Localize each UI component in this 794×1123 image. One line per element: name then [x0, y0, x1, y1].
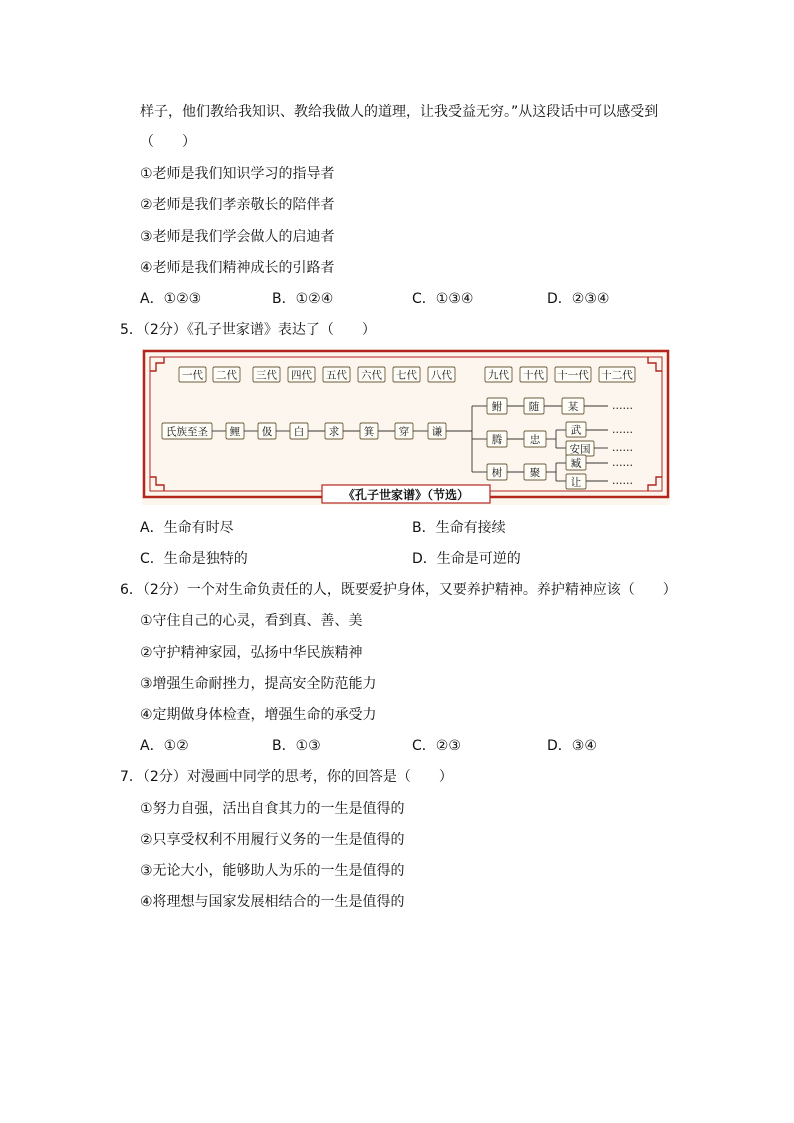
q5-option-d[interactable]: D．生命是可逆的 — [412, 551, 521, 567]
q4-item-1: ①老师是我们知识学习的指导者 — [140, 166, 335, 182]
generation-label-5 — [323, 367, 350, 382]
svg-text:随: 随 — [528, 400, 540, 413]
svg-text:四代: 四代 — [291, 369, 312, 382]
q7-item-1: ①努力自强，活出自食其力的一生是值得的 — [140, 801, 405, 817]
q6-option-b[interactable]: B．①③ — [272, 738, 321, 754]
branch-b-node-3 — [566, 422, 586, 437]
branch-a-node-2 — [524, 398, 544, 414]
svg-text:一代: 一代 — [182, 369, 203, 382]
svg-text:二代: 二代 — [216, 369, 237, 382]
q5-option-a[interactable]: A．生命有时尽 — [140, 520, 234, 536]
svg-text:求: 求 — [328, 425, 340, 438]
generation-label-6 — [358, 367, 385, 382]
q5-options-row2 — [140, 549, 660, 569]
branch-c-ellipsis-2: …… — [612, 475, 633, 487]
branch-c-node-1 — [487, 464, 507, 480]
branch-a-node-3 — [562, 398, 584, 414]
branch-b-ellipsis-1: …… — [612, 424, 633, 436]
generation-label-8 — [428, 367, 455, 382]
q5-option-c[interactable]: C．生命是独特的 — [140, 551, 248, 567]
caption-text: 《孔子世家谱》（节选） — [342, 488, 470, 502]
q4-stem-line1: 样子，他们教给我知识、教给我做人的道理，让我受益无穷。”从这段话中可以感受到 — [140, 104, 659, 120]
q6-item-1: ①守住自己的心灵，看到真、善、美 — [140, 613, 363, 629]
q4-item-3: ③老师是我们学会做人的启迪者 — [140, 229, 335, 245]
generation-label-9 — [485, 367, 512, 382]
svg-text:氏族至圣: 氏族至圣 — [166, 425, 208, 438]
branch-c-node-2 — [524, 464, 546, 480]
svg-text:伋: 伋 — [261, 425, 273, 438]
branch-b-node-1 — [487, 431, 507, 447]
lineage-node-4 — [290, 423, 308, 439]
svg-text:聚: 聚 — [529, 466, 541, 479]
svg-text:箕: 箕 — [363, 425, 375, 438]
branch-b-ellipsis-2: …… — [612, 442, 633, 454]
q4-option-a[interactable]: A．①②③ — [140, 291, 202, 307]
svg-text:十二代: 十二代 — [601, 369, 633, 382]
q5-options-row1 — [140, 518, 660, 538]
branch-a-node-1 — [487, 398, 507, 414]
generation-label-7 — [393, 367, 420, 382]
svg-text:穿: 穿 — [398, 425, 410, 438]
lineage-node-6 — [360, 423, 378, 439]
q6-options — [140, 736, 660, 756]
svg-text:某: 某 — [567, 400, 579, 413]
svg-text:七代: 七代 — [396, 369, 417, 382]
q6-stem: 6．（2分）一个对生命负责任的人，既要爱护身体，又要养护精神。养护精神应该（ ） — [120, 582, 677, 598]
lineage-node-5 — [325, 423, 343, 439]
svg-text:六代: 六代 — [361, 369, 382, 382]
branch-c-ellipsis-1: …… — [612, 457, 633, 469]
lineage-node-7 — [395, 423, 413, 439]
q7-item-4: ④将理想与国家发展相结合的一生是值得的 — [140, 894, 405, 910]
figure-caption — [322, 485, 490, 503]
svg-text:八代: 八代 — [431, 369, 452, 382]
family-tree-figure — [142, 349, 670, 505]
svg-text:武: 武 — [570, 424, 582, 437]
svg-text:腾: 腾 — [491, 433, 503, 446]
branch-b-node-4 — [566, 441, 594, 456]
branch-a-ellipsis: …… — [612, 400, 633, 412]
svg-text:鲤: 鲤 — [229, 425, 241, 438]
q6-option-c[interactable]: C．②③ — [412, 738, 461, 754]
q4-item-2: ②老师是我们孝亲敬长的陪伴者 — [140, 197, 335, 213]
q5-option-b[interactable]: B．生命有接续 — [412, 520, 506, 536]
q7-item-2: ②只享受权利不用履行义务的一生是值得的 — [140, 832, 405, 848]
svg-text:安国: 安国 — [569, 443, 591, 456]
q5-stem: 5．（2分）《孔子世家谱》表达了（ ） — [120, 322, 376, 338]
q6-item-3: ③增强生命耐挫力，提高安全防范能力 — [140, 676, 377, 692]
generation-label-4 — [288, 367, 315, 382]
generation-labels-right — [485, 367, 635, 382]
q6-item-4: ④定期做身体检查，增强生命的承受力 — [140, 707, 377, 723]
lineage-node-8 — [428, 423, 446, 439]
q4-options — [140, 289, 660, 309]
main-lineage-chain — [162, 423, 446, 439]
svg-text:忠: 忠 — [529, 433, 541, 446]
lineage-node-root — [162, 423, 212, 439]
generation-label-11 — [555, 367, 591, 382]
svg-text:十代: 十代 — [523, 369, 544, 382]
svg-text:臧: 臧 — [570, 457, 582, 470]
q6-item-2: ②守护精神家园，弘扬中华民族精神 — [140, 645, 363, 661]
q4-stem-line2: （ ） — [140, 134, 196, 150]
q4-item-4: ④老师是我们精神成长的引路者 — [140, 260, 335, 276]
q7-item-3: ③无论大小，能够助人为乐的一生是值得的 — [140, 863, 405, 879]
q4-option-c[interactable]: C．①③④ — [412, 291, 474, 307]
branch-b-node-2 — [524, 431, 546, 447]
lineage-node-3 — [258, 423, 276, 439]
svg-text:谦: 谦 — [431, 425, 443, 438]
generation-label-3 — [253, 367, 280, 382]
svg-text:白: 白 — [293, 425, 305, 438]
svg-text:鲋: 鲋 — [491, 400, 503, 413]
svg-text:树: 树 — [491, 466, 503, 479]
branch-c-node-3 — [566, 455, 586, 470]
q7-stem: 7．（2分）对漫画中同学的思考，你的回答是（ ） — [120, 769, 453, 785]
svg-text:五代: 五代 — [326, 369, 347, 382]
generation-label-10 — [520, 367, 547, 382]
branch-c-node-4 — [566, 474, 586, 489]
q6-option-a[interactable]: A．①② — [140, 738, 189, 754]
lineage-node-2 — [226, 423, 244, 439]
generation-label-2 — [213, 367, 240, 382]
svg-text:让: 让 — [570, 476, 582, 489]
svg-text:九代: 九代 — [488, 369, 509, 382]
generation-label-12 — [599, 367, 635, 382]
q6-option-d[interactable]: D．③④ — [547, 738, 597, 754]
svg-text:十一代: 十一代 — [557, 369, 589, 382]
svg-text:三代: 三代 — [256, 369, 277, 382]
q4-option-b[interactable]: B．①②④ — [272, 291, 334, 307]
q4-option-d[interactable]: D．②③④ — [547, 291, 610, 307]
generation-label-1 — [179, 367, 206, 382]
